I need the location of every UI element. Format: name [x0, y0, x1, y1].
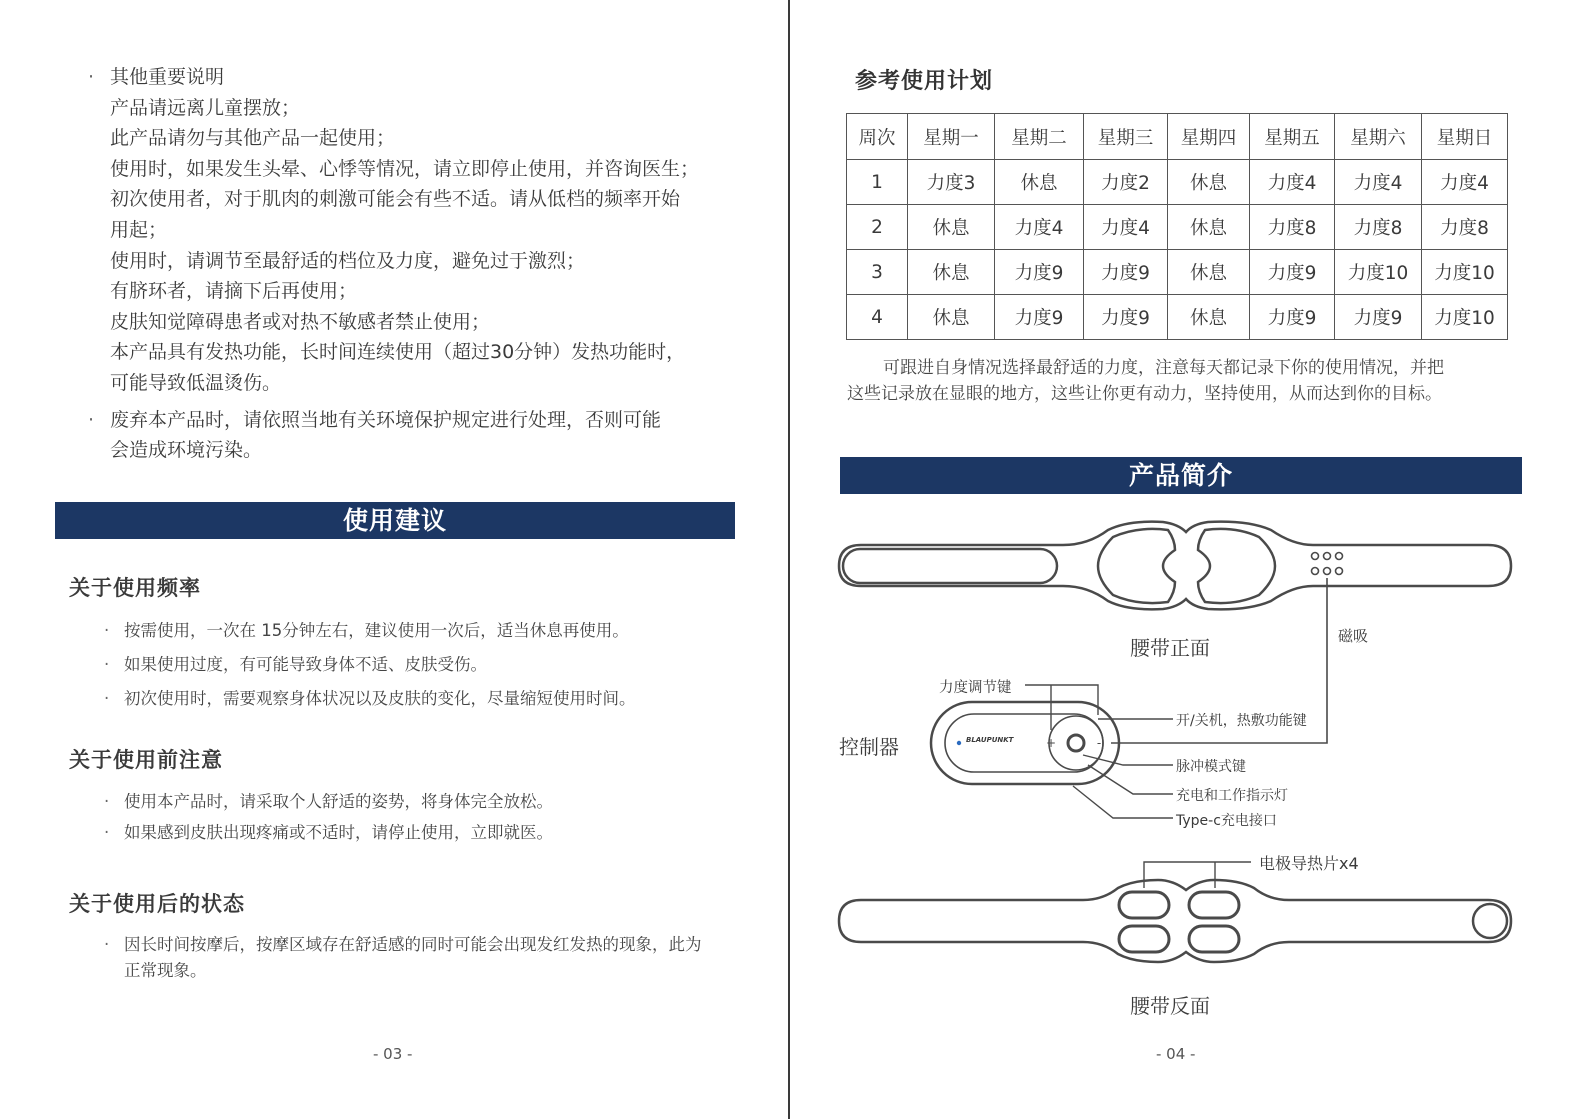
note-line: 有脐环者，请摘下后再使用； — [110, 280, 358, 303]
note-line: 使用时，请调节至最舒适的档位及力度，避免过于激烈； — [110, 249, 586, 272]
note-line: 会造成环境污染。 — [110, 439, 263, 462]
label-belt-front: 腰带正面 — [1130, 636, 1210, 660]
plan-description-line: 这些记录放在显眼的地方，这些让你更有动力，坚持使用，从而达到你的目标。 — [847, 384, 1442, 404]
table-cell: 力度4 — [995, 205, 1084, 250]
table-cell: 力度9 — [1084, 250, 1168, 295]
table-cell: 力度10 — [1422, 250, 1508, 295]
list-item — [104, 817, 754, 848]
label-controller: 控制器 — [839, 735, 899, 759]
before-use-list — [104, 786, 754, 848]
table-cell: 力度4 — [1084, 205, 1168, 250]
magnet-dot — [1336, 553, 1343, 560]
left-page — [0, 0, 790, 1119]
label-belt-back: 腰带反面 — [1130, 994, 1210, 1018]
frequency-list — [104, 614, 754, 716]
list-item-text: 因长时间按摩后，按摩区域存在舒适感的同时可能会出现发红发热的现象，此为正常现象。 — [124, 935, 702, 980]
intensity-leader-line — [1025, 685, 1098, 715]
list-item — [104, 614, 754, 648]
brand-logo: BLAUPUNKT — [966, 736, 1014, 744]
note-line: 初次使用者，对于肌肉的刺激可能会有些不适。请从低档的频率开始 — [110, 188, 681, 211]
magnet-dot — [1324, 553, 1331, 560]
note-line: 用起； — [110, 218, 168, 241]
table-cell: 休息 — [1168, 295, 1250, 340]
table-header-cell: 星期二 — [995, 114, 1084, 160]
list-item — [104, 682, 754, 716]
belt-front-outline — [839, 522, 1511, 610]
bullet: · — [104, 823, 110, 842]
bullet: · — [88, 66, 95, 88]
label-indicator: 充电和工作指示灯 — [1176, 788, 1288, 804]
page-number: - 03 - — [373, 1045, 413, 1063]
table-header-cell: 星期一 — [908, 114, 995, 160]
table-cell: 力度9 — [1084, 295, 1168, 340]
heading-before-use: 关于使用前注意 — [69, 748, 223, 772]
intensity-plus-icon: + — [1045, 736, 1057, 750]
table-cell: 休息 — [908, 250, 995, 295]
table-row — [847, 160, 1508, 205]
electrode-pad — [1189, 926, 1239, 952]
table-cell: 力度4 — [1335, 160, 1422, 205]
plan-description — [847, 355, 1517, 407]
table-row — [847, 250, 1508, 295]
table-cell: 力度8 — [1250, 205, 1335, 250]
note-group-safety — [88, 62, 748, 399]
table-cell: 力度9 — [995, 295, 1084, 340]
power-button — [1068, 735, 1084, 751]
table-header-cell: 星期日 — [1422, 114, 1508, 160]
belt-back-outline — [839, 880, 1511, 962]
bullet: · — [104, 689, 110, 708]
belt-front-pad-right — [1198, 529, 1275, 603]
magnet-dot — [1312, 553, 1319, 560]
list-item-text: 初次使用时，需要观察身体状况以及皮肤的变化，尽量缩短使用时间。 — [124, 689, 636, 708]
section-title-usage-advice: 使用建议 — [55, 502, 735, 539]
note-line: 废弃本产品时，请依照当地有关环境保护规定进行处理，否则可能 — [110, 408, 662, 431]
indicator-leader-line — [1088, 765, 1173, 794]
table-cell: 2 — [847, 205, 908, 250]
bullet: · — [88, 408, 95, 431]
label-electrode-pads: 电极导热片x4 — [1259, 854, 1359, 873]
table-cell: 力度9 — [1250, 295, 1335, 340]
table-header-cell: 周次 — [847, 114, 908, 160]
belt-front-strap-slot — [843, 549, 1057, 583]
intensity-minus-icon: - — [1096, 736, 1102, 750]
belt-back-buckle — [1473, 904, 1507, 938]
magnet-dot — [1336, 568, 1343, 575]
table-header-cell: 星期三 — [1084, 114, 1168, 160]
note-line: 产品请远离儿童摆放； — [110, 96, 301, 119]
table-cell: 休息 — [1168, 205, 1250, 250]
list-item-text: 如果使用过度，有可能导致身体不适、皮肤受伤。 — [124, 655, 487, 674]
list-item-text: 按需使用，一次在 15分钟左右，建议使用一次后，适当休息再使用。 — [124, 621, 629, 640]
table-cell: 3 — [847, 250, 908, 295]
list-item-text: 如果感到皮肤出现疼痛或不适时，请停止使用，立即就医。 — [124, 823, 553, 842]
note-line: 使用时，如果发生头晕、心悸等情况，请立即停止使用，并咨询医生； — [110, 157, 700, 180]
table-header-cell: 星期六 — [1335, 114, 1422, 160]
bullet: · — [104, 621, 110, 640]
label-magnet: 磁吸 — [1338, 627, 1369, 645]
label-pulse-key: 脉冲模式键 — [1176, 759, 1246, 775]
table-cell: 力度10 — [1422, 295, 1508, 340]
table-cell: 休息 — [1168, 250, 1250, 295]
table-header-cell: 星期五 — [1250, 114, 1335, 160]
table-cell: 力度8 — [1335, 205, 1422, 250]
table-header-cell: 星期四 — [1168, 114, 1250, 160]
table-cell: 力度9 — [1250, 250, 1335, 295]
table-header-row — [847, 114, 1508, 160]
electrode-pad — [1119, 892, 1169, 918]
bullet: · — [104, 792, 110, 811]
brand-dot-icon — [957, 741, 961, 745]
table-cell: 1 — [847, 160, 908, 205]
page-number: - 04 - — [1156, 1045, 1196, 1063]
electrode-pad — [1189, 892, 1239, 918]
label-intensity-key: 力度调节键 — [939, 680, 1012, 696]
plan-description-line: 可跟进自身情况选择最舒适的力度，注意每天都记录下你的使用情况，并把 — [883, 358, 1444, 378]
table-cell: 力度10 — [1335, 250, 1422, 295]
belt-front-pad-left — [1098, 529, 1175, 603]
plan-title: 参考使用计划 — [855, 69, 994, 94]
heading-after-use: 关于使用后的状态 — [69, 892, 245, 916]
table-cell: 力度4 — [1250, 160, 1335, 205]
table-cell: 休息 — [1168, 160, 1250, 205]
important-notes — [88, 62, 748, 466]
note-group-disposal — [88, 405, 748, 466]
magnet-dot — [1312, 568, 1319, 575]
table-cell: 力度4 — [1422, 160, 1508, 205]
right-page — [793, 0, 1587, 1119]
table-cell: 休息 — [908, 295, 995, 340]
table-cell: 力度2 — [1084, 160, 1168, 205]
label-power-key: 开/关机，热敷功能键 — [1176, 713, 1307, 729]
section-title-product-intro: 产品简介 — [840, 457, 1522, 494]
list-item — [104, 648, 754, 682]
table-cell: 休息 — [995, 160, 1084, 205]
label-type-c-port: Type-c充电接口 — [1176, 813, 1277, 829]
table-cell: 4 — [847, 295, 908, 340]
table-cell: 力度3 — [908, 160, 995, 205]
heading-frequency: 关于使用频率 — [69, 576, 201, 600]
bullet: · — [104, 935, 110, 954]
page-divider — [788, 0, 790, 1119]
table-cell: 休息 — [908, 205, 995, 250]
note-line: 皮肤知觉障碍患者或对热不敏感者禁止使用； — [110, 310, 491, 333]
list-item — [104, 786, 754, 817]
list-item-text: 使用本产品时，请采取个人舒适的姿势，将身体完全放松。 — [124, 792, 553, 811]
magnet-dot — [1324, 568, 1331, 575]
note-line: 其他重要说明 — [110, 66, 225, 88]
note-line: 本产品具有发热功能，长时间连续使用（超过30分钟）发热功能时， — [110, 341, 686, 364]
controller-dial — [1049, 716, 1103, 770]
bullet: · — [104, 655, 110, 674]
electrode-pad — [1119, 926, 1169, 952]
table-row — [847, 205, 1508, 250]
usage-plan-table — [846, 113, 1508, 340]
list-item — [104, 932, 716, 984]
table-cell: 力度8 — [1422, 205, 1508, 250]
port-leader-line — [1073, 786, 1173, 818]
table-cell: 力度9 — [1335, 295, 1422, 340]
note-line: 此产品请勿与其他产品一起使用； — [110, 127, 396, 150]
after-use-list — [104, 932, 716, 984]
note-line: 可能导致低温烫伤。 — [110, 371, 282, 394]
table-cell: 力度9 — [995, 250, 1084, 295]
table-row — [847, 295, 1508, 340]
